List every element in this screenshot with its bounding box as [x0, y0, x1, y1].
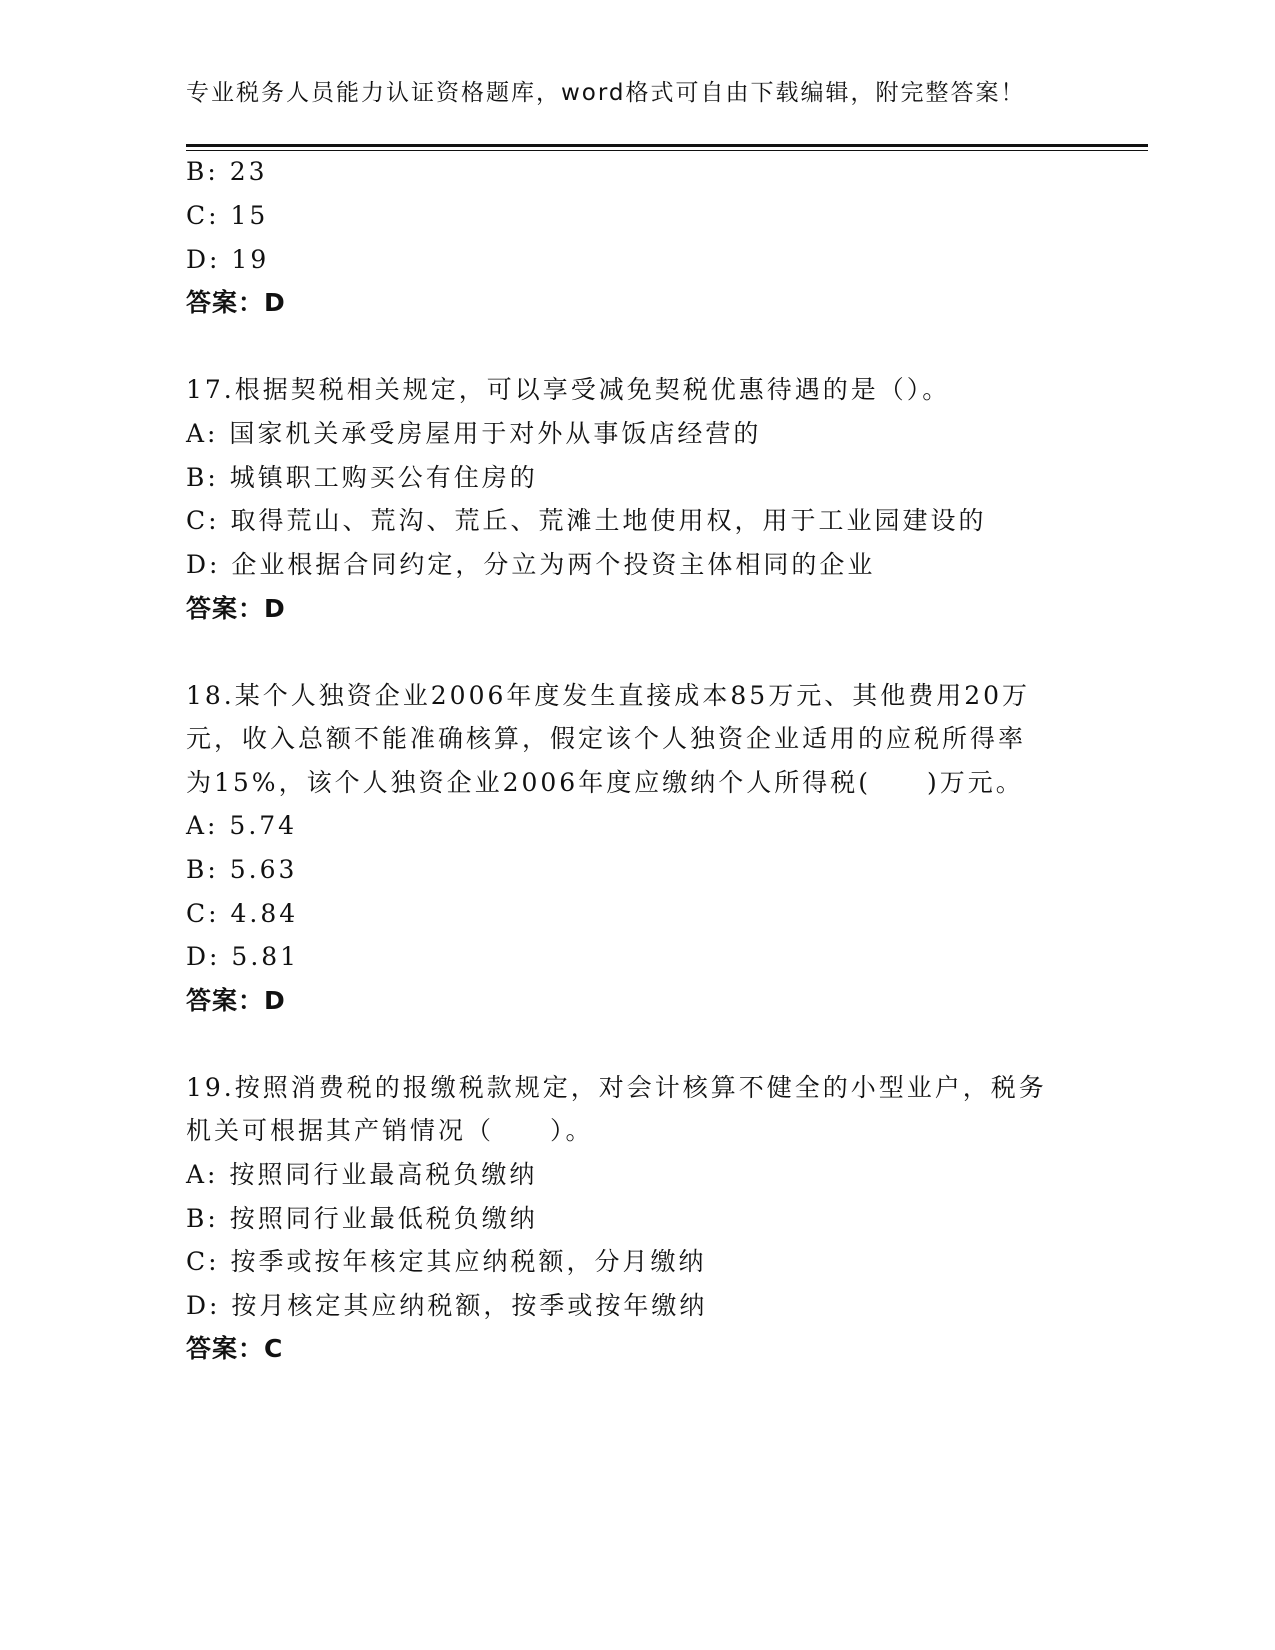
q18-option-d: D: 5.81: [186, 942, 300, 971]
q17-option-d: D: 企业根据合同约定，分立为两个投资主体相同的企业: [186, 550, 876, 579]
q19-answer: 答案：C: [186, 1334, 284, 1363]
q19-stem-line2: 机关可根据其产销情况（ ）。: [186, 1116, 594, 1145]
q16-option-c: C: 15: [186, 201, 269, 230]
q16-answer: 答案：D: [186, 288, 286, 317]
q17-option-a: A: 国家机关承受房屋用于对外从事饭店经营的: [186, 419, 762, 448]
q19-option-b: B: 按照同行业最低税负缴纳: [186, 1204, 538, 1233]
q19-option-d: D: 按月核定其应纳税额，按季或按年缴纳: [186, 1291, 708, 1320]
q18-option-c: C: 4.84: [186, 899, 299, 928]
q17-option-c: C: 取得荒山、荒沟、荒丘、荒滩土地使用权，用于工业园建设的: [186, 506, 987, 535]
q18-stem-line1: 18.某个人独资企业2006年度发生直接成本85万元、其他费用20万: [186, 681, 1031, 710]
q17-answer: 答案：D: [186, 594, 286, 623]
q19-stem-line1: 19.按照消费税的报缴税款规定，对会计核算不健全的小型业户，税务: [186, 1073, 1047, 1102]
header-rule-thick: [186, 144, 1148, 147]
page-header: 专业税务人员能力认证资格题库，word格式可自由下载编辑，附完整答案！: [186, 80, 1026, 106]
q18-stem-line2: 元，收入总额不能准确核算，假定该个人独资企业适用的应税所得率: [186, 724, 1027, 753]
q19-option-a: A: 按照同行业最高税负缴纳: [186, 1160, 538, 1189]
q17-stem: 17.根据契税相关规定，可以享受减免契税优惠待遇的是（）。: [186, 375, 951, 404]
q19-option-c: C: 按季或按年核定其应纳税额，分月缴纳: [186, 1247, 707, 1276]
q18-option-a: A: 5.74: [186, 811, 298, 840]
q18-option-b: B: 5.63: [186, 855, 298, 884]
q18-answer: 答案：D: [186, 986, 286, 1015]
q17-option-b: B: 城镇职工购买公有住房的: [186, 463, 538, 492]
header-rule-thin: [186, 150, 1148, 151]
q16-option-d: D: 19: [186, 245, 270, 274]
q18-stem-line3: 为15%，该个人独资企业2006年度应缴纳个人所得税( )万元。: [186, 768, 1024, 797]
q16-option-b: B: 23: [186, 157, 268, 186]
